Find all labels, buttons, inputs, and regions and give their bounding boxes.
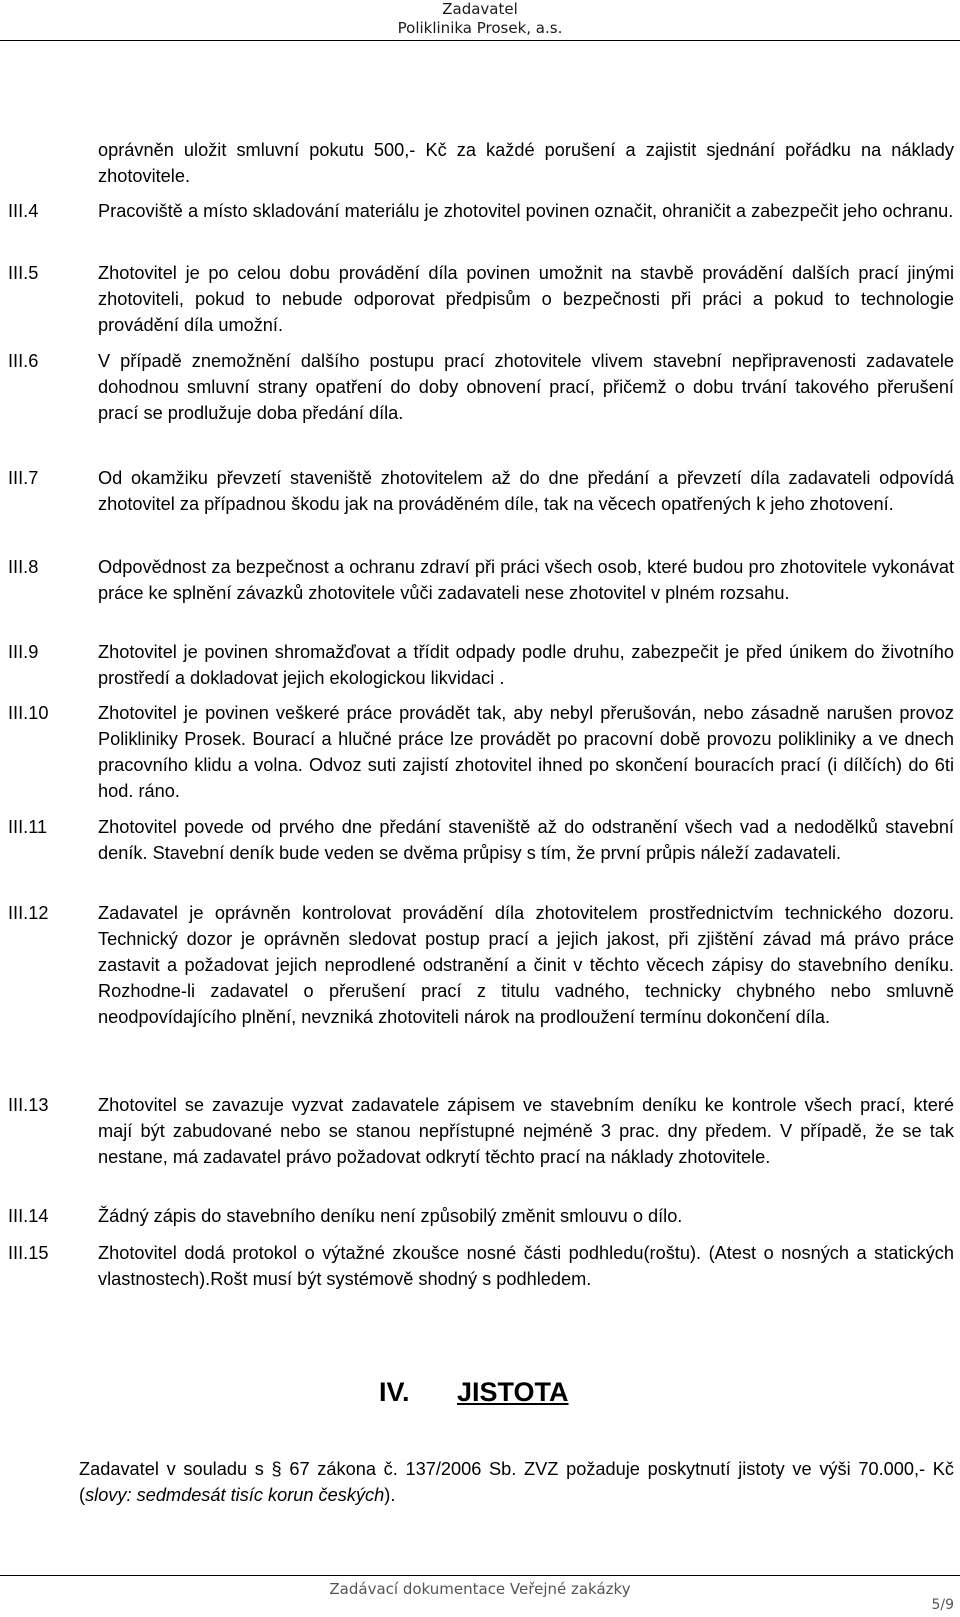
clause-number: III.11: [8, 817, 48, 837]
header-divider: [0, 40, 960, 41]
section-heading: [0, 1372, 960, 1412]
clause-number: III.5: [8, 263, 39, 283]
clause-text: Zhotovitel povede od prvého dne předání staveniště až do odstranění všech vad a nedodělků stavební deník. Stavební deník bude veden se dvěma průpisy s tím, že první průpis náleží zadavateli.: [98, 817, 954, 863]
clause-text: Odpovědnost za bezpečnost a ochranu zdraví při práci všech osob, které budou pro zhotovitele vykonávat práce ke splnění závazků zhotovitele vůči zadavateli nese zhotovitel v plném rozsahu.: [98, 557, 954, 603]
footer-divider: [0, 1575, 960, 1576]
clause-text: Zhotovitel dodá protokol o výtažné zkoušce nosné části podhledu(roštu). (Atest o nosných a statických vlastnostech).Rošt musí být systémově shodný s podhledem.: [98, 1243, 954, 1289]
header-title: Zadavatel: [442, 0, 518, 18]
guarantee-paragraph: [79, 1456, 954, 1508]
page-footer: Zadávací dokumentace Veřejné zakázky: [329, 1580, 631, 1598]
clause-number: III.4: [8, 201, 39, 221]
section-number: IV.: [379, 1377, 410, 1407]
clause-number: III.13: [8, 1095, 49, 1115]
clause-number: III.7: [8, 468, 39, 488]
section-title: JISTOTA: [457, 1377, 569, 1407]
clause-number: III.10: [8, 703, 49, 723]
clause-number: III.8: [8, 557, 39, 577]
page-number: 5/9: [931, 1597, 954, 1613]
guarantee-amount-in-words: slovy: sedmdesát tisíc korun českých: [85, 1485, 385, 1505]
clause-number: III.15: [8, 1243, 49, 1263]
clause-text: Pracoviště a místo skladování materiálu je zhotovitel povinen označit, ohraničit a zabezpečit jeho ochranu.: [98, 201, 954, 221]
clause-text: V případě znemožnění dalšího postupu prací zhotovitele vlivem stavební nepřipravenosti zadavatele dohodnou smluvní strany opatření do doby obnovení prací, přičemž o dobu trvání takového přerušení prací se prodlužuje doba předání díla.: [98, 351, 954, 423]
clause-text: Zadavatel je oprávněn kontrolovat provádění díla zhotovitelem prostřednictvím technického dozoru. Technický dozor je oprávněn sledovat postup prací a jejich jakost, při zjištění závad má právo práce zastavit a požadovat jejich neprodlené odstranění a činit v těchto věcech zápisy do stavebního deníku. Rozhodne-li zadavatel o přerušení prací z titulu vadného, technicky chybného nebo smluvně neodpovídajícího plnění, nevzniká zhotoviteli nárok na prodloužení termínu dokončení díla.: [98, 903, 954, 1027]
guarantee-suffix: ).: [384, 1485, 396, 1505]
clause-text: Zhotovitel je po celou dobu provádění díla povinen umožnit na stavbě provádění dalších prací jinými zhotoviteli, pokud to nebude odporovat předpisům o bezpečnosti při práci a pokud to technologie provádění díla umožní.: [98, 263, 954, 335]
header-organization: Poliklinika Prosek, a.s.: [397, 19, 563, 37]
clause-text: Žádný zápis do stavebního deníku není způsobilý změnit smlouvu o dílo.: [98, 1206, 683, 1226]
clause-text: Zhotovitel se zavazuje vyzvat zadavatele zápisem ve stavebním deníku ke kontrole všech prací, které mají být zabudované nebo se stanou nepřístupné nejméně 3 prac. dny předem. V případě, že se tak nestane, má zadavatel právo požadovat odkrytí těchto prací na náklady zhotovitele.: [98, 1095, 954, 1167]
clause-text: Od okamžiku převzetí staveniště zhotovitelem až do dne předání a převzetí díla zadavateli odpovídá zhotovitel za případnou škodu jak na prováděném díle, tak na věcech opatřených k jeho zhotovení.: [98, 468, 954, 514]
clause-number: III.6: [8, 351, 39, 371]
clause-number: III.12: [8, 903, 49, 923]
page-header: [0, 0, 960, 38]
clause-number: III.14: [8, 1206, 49, 1226]
clause-text: Zhotovitel je povinen shromažďovat a třídit odpady podle druhu, zabezpečit je před únikem do životního prostředí a dokladovat jejich ekologickou likvidaci .: [98, 642, 954, 688]
clause-number: III.9: [8, 642, 39, 662]
clause-text: Zhotovitel je povinen veškeré práce provádět tak, aby nebyl přerušován, nebo zásadně narušen provoz Polikliniky Prosek. Bourací a hlučné práce lze provádět po pracovní době provozu polikliniky a ve dnech pracovního klidu a volna. Odvoz suti zajistí zhotovitel ihned po skončení bouracích prací (i dílčích) do 6ti hod. ráno.: [98, 703, 954, 801]
clause-text: oprávněn uložit smluvní pokutu 500,- Kč za každé porušení a zajistit sjednání pořádku na náklady zhotovitele.: [98, 140, 954, 186]
guarantee-text: Zadavatel v souladu s § 67 zákona č. 137/2006 Sb. ZVZ požaduje poskytnutí jistoty ve výši 70.000,- Kč (: [79, 1459, 954, 1505]
